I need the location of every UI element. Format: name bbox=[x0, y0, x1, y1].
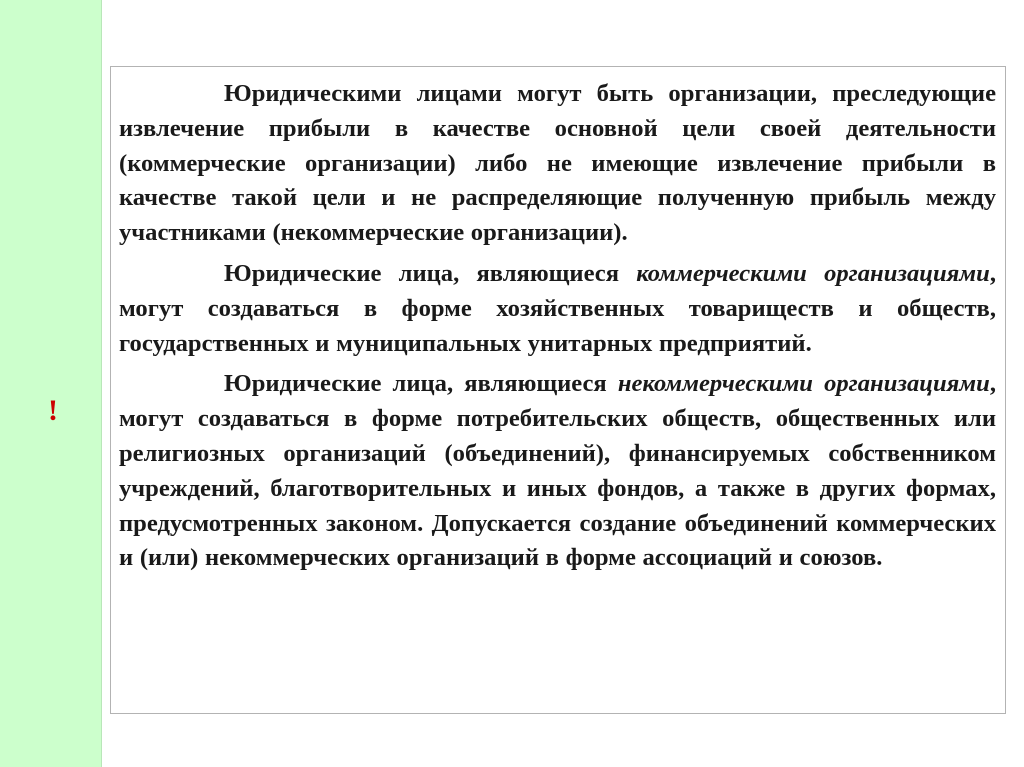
paragraph-3-lead: Юридические лица, являющиеся bbox=[224, 370, 618, 398]
paragraph-commercial-organizations bbox=[119, 257, 996, 361]
text-frame bbox=[110, 66, 1006, 714]
paragraph-legal-entities-definition: Юридическими лицами могут быть организации, преследующие извлечение прибыли в качестве основной цели своей деятельности (коммерческие организации) либо не имеющие извлечение прибыли в качестве такой цели и не распределяющие полученную прибыль между участниками (некоммерческие организации). bbox=[119, 80, 996, 247]
paragraph-2-rest: , могут создаваться в форме хозяйственных товариществ и обществ, государственных и муниципальных унитарных предприятий. bbox=[119, 259, 996, 357]
paragraph-3-emphasis: некоммерческими организациями bbox=[617, 370, 990, 398]
paragraph-3-rest: , могут создаваться в форме потребительских обществ, общественных или религиозных организаций (объединений), финансируемых собственником учреждений, благотворительных и иных фондов, а также в других формах, предусмотренных законом. Допускается создание объединений коммерческих и (или) некоммерческих организаций в форме ассоциаций и союзов. bbox=[119, 370, 996, 572]
exclamation-mark: ! bbox=[48, 394, 58, 427]
left-sidebar-band bbox=[0, 0, 102, 767]
paragraph-noncommercial-organizations bbox=[119, 367, 996, 576]
paragraph-2-emphasis: коммерческими организациями bbox=[636, 259, 990, 287]
paragraph-2-lead: Юридические лица, являющиеся bbox=[224, 259, 637, 287]
